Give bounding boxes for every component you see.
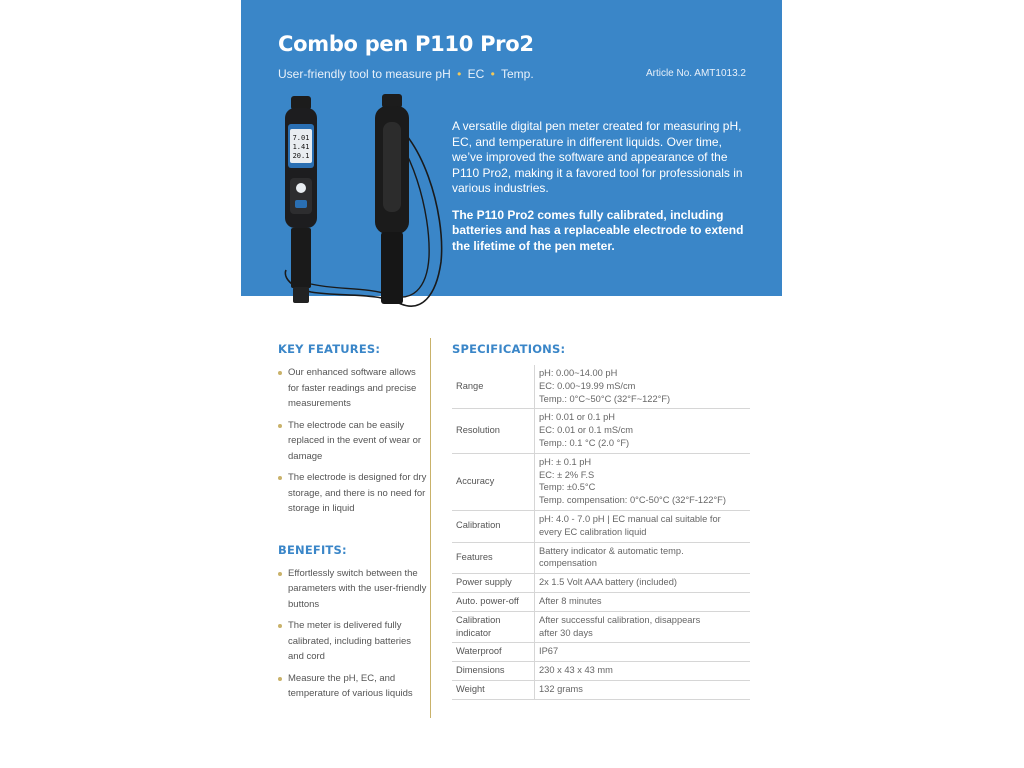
spec-value-line: 230 x 43 x 43 mm	[539, 665, 613, 676]
spec-value	[535, 680, 751, 699]
left-column	[278, 342, 428, 708]
subtitle-part-ec: EC	[467, 67, 485, 81]
specifications-heading: SPECIFICATIONS:	[452, 342, 566, 356]
spec-label: Weight	[452, 680, 535, 699]
pen-back-image	[375, 94, 409, 304]
display-reading-2: 1.41	[292, 143, 310, 151]
spec-label: Features	[452, 542, 535, 574]
spec-value-line: Temp. compensation: 0°C-50°C (32°F-122°F)	[539, 495, 726, 506]
spec-value-line: every EC calibration liquid	[539, 526, 647, 537]
column-divider	[430, 338, 431, 718]
lanyard-cord-image	[311, 120, 429, 297]
right-column	[452, 342, 752, 700]
subtitle-part-temp: Temp.	[500, 67, 534, 81]
spec-label: Power supply	[452, 574, 535, 593]
table-row	[452, 643, 750, 662]
table-row	[452, 409, 750, 453]
table-row	[452, 453, 750, 510]
spec-value-line: After 8 minutes	[539, 595, 602, 606]
spec-value	[535, 409, 751, 453]
list-item: Our enhanced software allows for faster readings and precise measurements	[278, 365, 428, 412]
spec-label: Calibration indicator	[452, 611, 535, 643]
spec-value-line: Temp.: 0°C~50°C (32°F~122°F)	[539, 393, 671, 404]
spec-value	[535, 542, 751, 574]
list-item: The meter is delivered fully calibrated, including batteries and cord	[278, 618, 428, 665]
table-row	[452, 611, 750, 643]
table-row	[452, 680, 750, 699]
table-row	[452, 510, 750, 542]
benefits-heading: BENEFITS:	[278, 542, 347, 557]
spec-label: Dimensions	[452, 662, 535, 681]
subtitle-separator: •	[457, 67, 462, 81]
subtitle-separator: •	[490, 67, 495, 81]
product-title: Combo pen P110 Pro2	[278, 32, 534, 56]
spec-label: Resolution	[452, 409, 535, 453]
spec-value	[535, 365, 751, 409]
spec-value-line: EC: 0.00~19.99 mS/cm	[539, 380, 636, 391]
intro-highlight-paragraph: The P110 Pro2 comes fully calibrated, including batteries and has a replaceable electrode to extend the lifetime of the pen meter.	[452, 207, 744, 253]
table-row	[452, 592, 750, 611]
table-row	[452, 365, 750, 409]
spec-value-line: pH: 0.00~14.00 pH	[539, 368, 618, 378]
spec-value	[535, 592, 751, 611]
product-image	[271, 92, 461, 314]
spec-value-line: pH: 0.01 or 0.1 pH	[539, 412, 615, 423]
datasheet-page	[241, 0, 782, 768]
article-number: Article No. AMT1013.2	[645, 68, 746, 79]
subtitle-part-ph: User-friendly tool to measure pH	[278, 67, 451, 81]
product-subtitle	[278, 67, 534, 81]
table-row	[452, 574, 750, 593]
spec-value-line: After successful calibration, disappears	[539, 614, 701, 625]
key-features-list	[278, 365, 428, 517]
spec-label: Auto. power-off	[452, 592, 535, 611]
pen-front-image	[285, 96, 317, 303]
list-item: The electrode is designed for dry storage, and there is no need for storage in liquid	[278, 470, 428, 517]
display-reading-1: 7.01	[292, 134, 310, 142]
spec-value	[535, 453, 751, 510]
spec-value-line: IP67	[539, 646, 559, 657]
list-item: Effortlessly switch between the parameters with the user-friendly buttons	[278, 566, 428, 613]
spec-value-line: pH: 4.0 - 7.0 pH | EC manual cal suitable for	[539, 513, 721, 524]
benefits-list	[278, 566, 428, 702]
spec-value	[535, 643, 751, 662]
intro-text	[452, 119, 752, 265]
table-row	[452, 542, 750, 574]
spec-value	[535, 574, 751, 593]
spec-value	[535, 510, 751, 542]
spec-value-line: EC: ± 2% F.S	[539, 469, 595, 480]
spec-value-line: EC: 0.01 or 0.1 mS/cm	[539, 425, 634, 436]
spec-value-line: compensation	[539, 558, 597, 569]
spec-value-line: after 30 days	[539, 627, 593, 638]
hero-banner	[241, 0, 782, 296]
key-features-heading: KEY FEATURES:	[278, 342, 381, 356]
spec-value-line: Temp.: 0.1 °C (2.0 °F)	[539, 437, 630, 448]
list-item: The electrode can be easily replaced in the event of wear or damage	[278, 418, 428, 465]
spec-label: Accuracy	[452, 453, 535, 510]
spec-value-line: 132 grams	[539, 683, 583, 694]
spec-label: Calibration	[452, 510, 535, 542]
display-reading-3: 20.1	[292, 152, 310, 160]
spec-value-line: Battery indicator & automatic temp.	[539, 545, 684, 556]
spec-value-line: Temp: ±0.5°C	[539, 482, 596, 493]
intro-paragraph: A versatile digital pen meter created for measuring pH, EC, and temperature in different liquids. Over time, we’ve improved the software and appearance of the P110 Pro2, making it a favored tool for professionals in various industries.	[452, 119, 743, 195]
table-row	[452, 662, 750, 681]
spec-label: Waterproof	[452, 643, 535, 662]
list-item: Measure the pH, EC, and temperature of various liquids	[278, 671, 428, 702]
spec-value-line: 2x 1.5 Volt AAA battery (included)	[539, 577, 677, 588]
specifications-table	[452, 365, 750, 700]
spec-value	[535, 662, 751, 681]
spec-value-line: pH: ± 0.1 pH	[539, 456, 592, 467]
spec-value	[535, 611, 751, 643]
spec-label: Range	[452, 365, 535, 409]
